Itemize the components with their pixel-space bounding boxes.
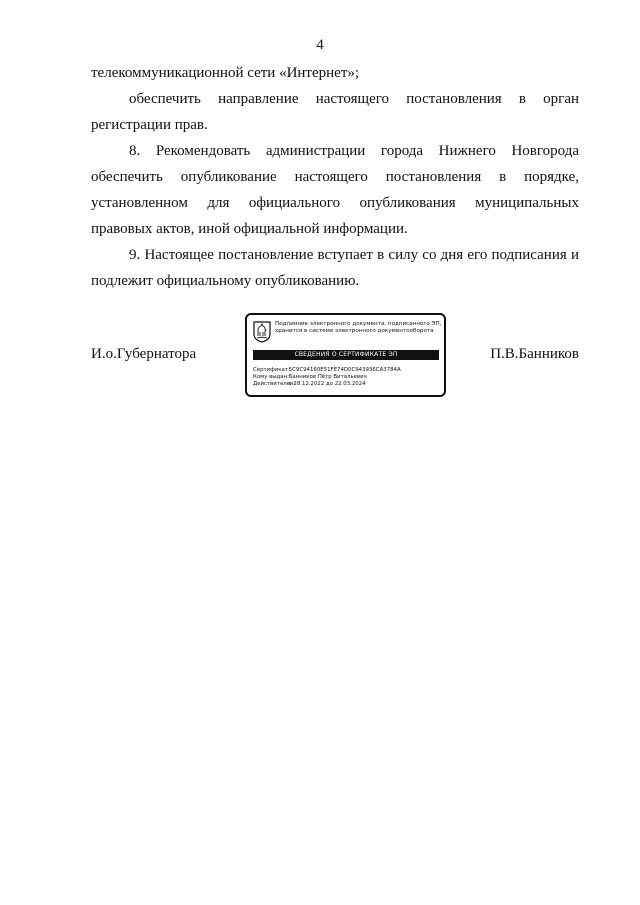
stamp-header-line: Подлинник электронного документа, подписанного ЭП,	[275, 321, 442, 327]
paragraph-item-8: 8. Рекомендовать администрации города Нижнего Новгорода обеспечить опубликование настоящего постановления в порядке, установленном для официального опубликования муниципальных правовых актов, иной официальной информации.	[91, 143, 579, 237]
electronic-signature-stamp	[245, 313, 446, 397]
paragraph-registration: обеспечить направление настоящего постановления в орган регистрации прав.	[91, 91, 579, 133]
coat-of-arms-icon	[253, 321, 271, 343]
stamp-title-bar: СВЕДЕНИЯ О СЕРТИФИКАТЕ ЭП	[253, 350, 439, 360]
certificate-row	[253, 367, 441, 374]
validity-label: Действителен:	[253, 381, 296, 387]
stamp-header-line: хранится в системе электронного документооборота	[275, 328, 434, 334]
owner-label: Кому выдан:	[253, 374, 289, 380]
owner-value: Банников Пётр Витальевич	[288, 374, 367, 380]
document-body	[91, 60, 579, 294]
signatory-name: П.В.Банников	[490, 346, 579, 362]
page-number: 4	[316, 37, 324, 53]
paragraph-continuation: телекоммуникационной сети «Интернет»;	[91, 65, 360, 81]
owner-row	[253, 374, 441, 381]
validity-row	[253, 381, 441, 388]
certificate-value: 5C9C94160E51FE74D0C943936CA3784A	[288, 367, 401, 373]
stamp-details	[253, 367, 441, 388]
stamp-header	[275, 321, 443, 335]
signatory-position: И.о.Губернатора	[91, 346, 197, 362]
validity-value: с 28.12.2022 до 22.03.2024	[288, 381, 366, 387]
paragraph-item-9: 9. Настоящее постановление вступает в силу со дня его подписания и подлежит официальному опубликованию.	[91, 247, 579, 289]
certificate-label: Сертификат:	[253, 367, 290, 373]
